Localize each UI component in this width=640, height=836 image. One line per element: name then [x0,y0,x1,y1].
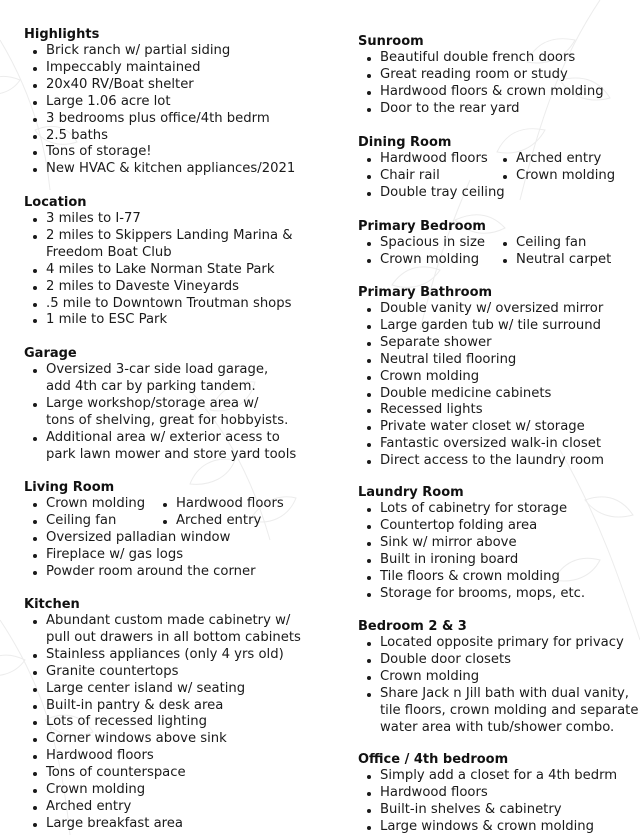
list-item: New HVAC & kitchen appliances/2021 [24,161,342,178]
highlights-section [24,26,342,178]
highlights-list [24,43,342,178]
living-room-heading: Living Room [24,480,115,495]
bedroom-2-3-section [358,618,640,736]
list-item: Neutral tiled flooring [358,352,640,369]
list-item: Large workshop/storage area w/ tons of shelving, great for hobbyists. [24,396,342,430]
office-list [358,768,640,836]
list-item: Fireplace w/ gas logs [24,547,342,564]
list-item: Ceiling fan [494,235,611,252]
location-heading: Location [24,195,87,210]
list-item: Hardwood floors & crown molding [358,84,640,101]
list-item: Double medicine cabinets [358,386,640,403]
living-room-section [24,479,342,581]
list-item: Crown molding [358,669,640,686]
bedroom-2-3-list [358,635,640,736]
list-item: Countertop folding area [358,518,640,535]
list-item: .5 mile to Downtown Troutman shops [24,296,342,313]
list-item: Large windows & crown molding [358,819,640,836]
list-item: 3 bedrooms plus office/4th bedrm [24,111,342,128]
list-item: 4 miles to Lake Norman State Park [24,262,342,279]
list-item: Large breakfast area [24,816,342,833]
office-heading: Office / 4th bedroom [358,752,509,767]
list-item: Located opposite primary for privacy [358,635,640,652]
list-item: Brick ranch w/ partial siding [24,43,342,60]
list-item: Door to the rear yard [358,101,640,118]
list-item: Large 1.06 acre lot [24,94,342,111]
list-item: Impeccably maintained [24,60,342,77]
list-item: Lots of cabinetry for storage [358,501,640,518]
primary-bathroom-heading: Primary Bathroom [358,285,493,300]
list-item: Double vanity w/ oversized mirror [358,301,640,318]
list-item: 3 miles to I-77 [24,211,342,228]
list-item: Direct access to the laundry room [358,453,640,470]
list-item: Double tray ceiling [358,185,640,202]
list-item: Hardwood floors [358,785,640,802]
primary-bedroom-list-right [494,235,611,269]
list-item: Simply add a closet for a 4th bedrm [358,768,640,785]
list-item: Separate shower [358,335,640,352]
list-item: Tile floors & crown molding [358,569,640,586]
office-section [358,751,640,836]
primary-bedroom-heading: Primary Bedroom [358,219,486,234]
list-item: Crown molding [494,168,615,185]
garage-list [24,362,342,463]
list-item: Ceiling fan [24,513,154,530]
primary-bathroom-list [358,301,640,470]
primary-bedroom-section [358,218,640,269]
list-item: 20x40 RV/Boat shelter [24,77,342,94]
list-item: Lots of recessed lighting [24,714,342,731]
sunroom-section [358,33,640,118]
list-item: Spacious in size [358,235,494,252]
garage-section [24,345,342,463]
list-item: Recessed lights [358,402,640,419]
list-item: Crown molding [358,252,494,269]
list-item: Large garden tub w/ tile surround [358,318,640,335]
sunroom-list [358,50,640,118]
living-room-list-left [24,496,154,530]
laundry-room-heading: Laundry Room [358,485,464,500]
dining-room-list-right [494,151,615,185]
dining-room-section [358,134,640,202]
list-item: Tons of storage! [24,144,342,161]
list-item: Storage for brooms, mops, etc. [358,586,640,603]
list-item: Large center island w/ seating [24,681,342,698]
list-item: Oversized 3-car side load garage, add 4th car by parking tandem. [24,362,342,396]
list-item: Oversized palladian window [24,530,342,547]
highlights-heading: Highlights [24,27,100,42]
list-item: Stainless appliances (only 4 yrs old) [24,647,342,664]
list-item: Crown molding [24,782,342,799]
list-item: Arched entry [494,151,615,168]
list-item: Neutral carpet [494,252,611,269]
bedroom-2-3-heading: Bedroom 2 & 3 [358,619,467,634]
list-item: Arched entry [24,799,342,816]
list-item: Hardwood floors [154,496,284,513]
list-item: 2.5 baths [24,128,342,145]
list-item: Tons of counterspace [24,765,342,782]
list-item: Hardwood floors [358,151,494,168]
dining-room-two-column-list [358,151,640,185]
list-item: Crown molding [24,496,154,513]
list-item: 2 miles to Skippers Landing Marina & Freedom Boat Club [24,228,342,262]
sunroom-heading: Sunroom [358,34,424,49]
location-section [24,194,342,329]
list-item: Chair rail [358,168,494,185]
laundry-room-section [358,484,640,602]
list-item: Double door closets [358,652,640,669]
list-item: Powder room around the corner [24,564,342,581]
list-item: Abundant custom made cabinetry w/ pull out drawers in all bottom cabinets [24,613,342,647]
list-item: Built-in pantry & desk area [24,698,342,715]
laundry-room-list [358,501,640,602]
dining-room-list [358,185,640,202]
living-room-two-column-list [24,496,342,530]
kitchen-heading: Kitchen [24,597,80,612]
garage-heading: Garage [24,346,77,361]
kitchen-list [24,613,342,833]
primary-bathroom-section [358,284,640,470]
list-item: Sink w/ mirror above [358,535,640,552]
list-item: Share Jack n Jill bath with dual vanity, tile floors, crown molding and separate water area with tub/shower combo. [358,686,640,737]
list-item: Private water closet w/ storage [358,419,640,436]
list-item: Hardwood floors [24,748,342,765]
kitchen-section [24,596,342,833]
primary-bedroom-list-left [358,235,494,269]
list-item: Great reading room or study [358,67,640,84]
list-item: Granite countertops [24,664,342,681]
location-list [24,211,342,329]
dining-room-heading: Dining Room [358,135,452,150]
living-room-list-right [154,496,284,530]
list-item: 2 miles to Daveste Vineyards [24,279,342,296]
list-item: Additional area w/ exterior acess to park lawn mower and store yard tools [24,430,342,464]
list-item: Beautiful double french doors [358,50,640,67]
dining-room-list-left [358,151,494,185]
list-item: 1 mile to ESC Park [24,312,342,329]
list-item: Fantastic oversized walk-in closet [358,436,640,453]
list-item: Corner windows above sink [24,731,342,748]
list-item: Built in ironing board [358,552,640,569]
living-room-list [24,530,342,581]
list-item: Built-in shelves & cabinetry [358,802,640,819]
primary-bedroom-two-column-list [358,235,640,269]
list-item: Crown molding [358,369,640,386]
list-item: Arched entry [154,513,284,530]
